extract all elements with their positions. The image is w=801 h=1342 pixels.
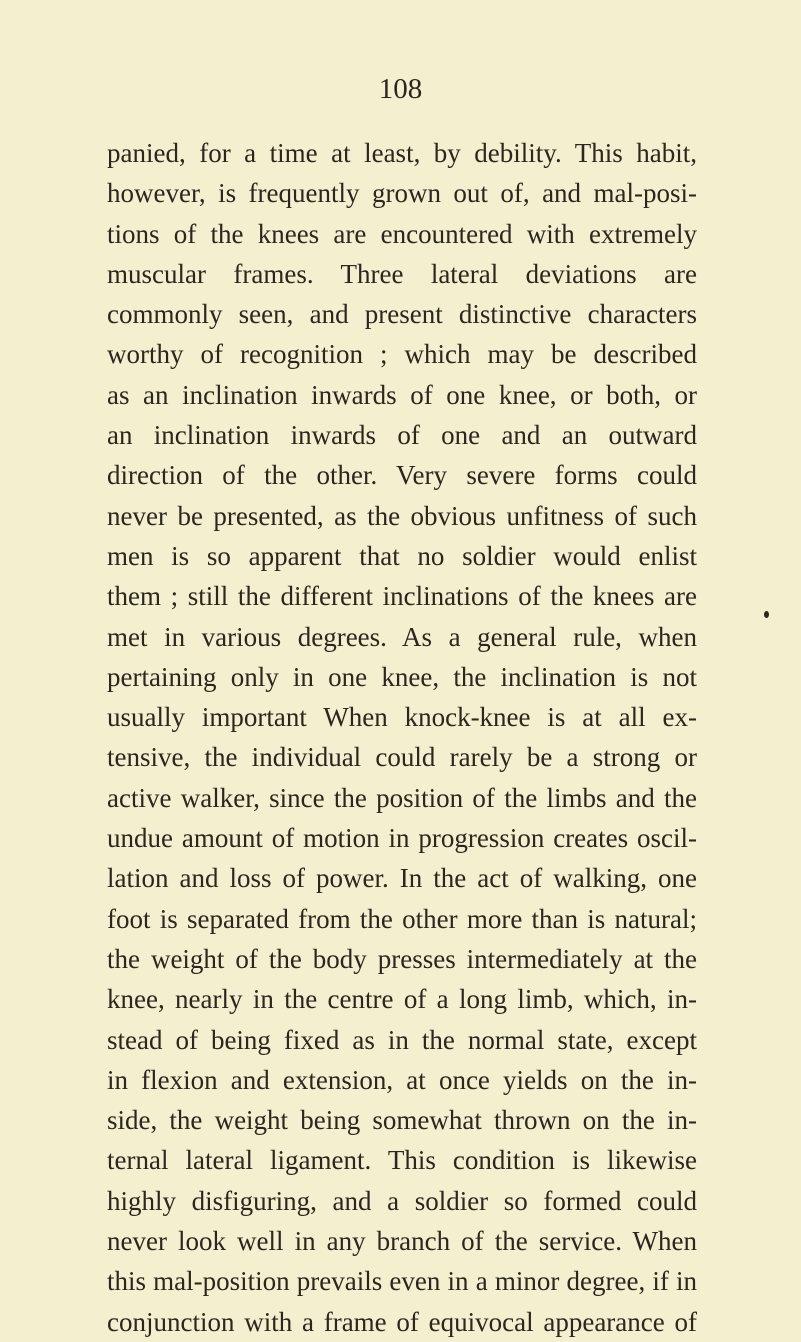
text-line: in flexion and extension, at once yields on the in- <box>107 1064 697 1095</box>
text-line: panied, for a time at least, by debility. This habit, <box>107 138 697 168</box>
text-line: pertaining only in one knee, the inclination is not <box>107 661 697 692</box>
text-line: men is so apparent that no soldier would enlist <box>107 540 697 571</box>
text-line: this mal-position prevails even in a minor degree, if in <box>107 1266 697 1297</box>
text-line: however, is frequently grown out of, and mal-posi- <box>107 178 697 209</box>
text-line: met in various degrees. As a general rule, when <box>107 621 697 652</box>
text-line: as an inclination inwards of one knee, or both, or <box>107 379 697 410</box>
text-line: stead of being fixed as in the normal state, except <box>107 1024 697 1055</box>
page-number: 108 <box>378 73 423 105</box>
text-line: the weight of the body presses intermediately at the <box>107 943 697 974</box>
text-line: direction of the other. Very severe forms could <box>107 460 697 491</box>
text-line: them ; still the different inclinations of the knees are <box>107 581 697 612</box>
margin-ink-mark <box>764 611 769 618</box>
text-line: conjunction with a frame of equivocal appearance of <box>107 1306 697 1337</box>
text-line: muscular frames. Three lateral deviations are <box>107 258 697 289</box>
text-line: commonly seen, and present distinctive characters <box>107 299 697 330</box>
text-line: never be presented, as the obvious unfitness of such <box>107 500 697 531</box>
text-line: ternal lateral ligament. This condition is likewise <box>107 1145 697 1176</box>
text-line: knee, nearly in the centre of a long limb, which, in- <box>107 984 697 1015</box>
text-line: highly disfiguring, and a soldier so formed could <box>107 1185 697 1216</box>
text-line: lation and loss of power. In the act of walking, one <box>107 863 697 894</box>
text-line: an inclination inwards of one and an outward <box>107 420 697 451</box>
body-text <box>107 133 697 1342</box>
text-line: worthy of recognition ; which may be described <box>107 339 697 370</box>
text-line: side, the weight being somewhat thrown on the in- <box>107 1105 697 1136</box>
text-line: tions of the knees are encountered with extremely <box>107 218 697 249</box>
text-line: tensive, the individual could rarely be a strong or <box>107 742 697 773</box>
text-line: undue amount of motion in progression creates oscil- <box>107 823 697 854</box>
text-line: active walker, since the position of the limbs and the <box>107 782 697 813</box>
text-line: usually important When knock-knee is at all ex- <box>107 702 697 733</box>
text-line: foot is separated from the other more than is natural; <box>107 903 697 934</box>
text-line: never look well in any branch of the service. When <box>107 1226 697 1257</box>
